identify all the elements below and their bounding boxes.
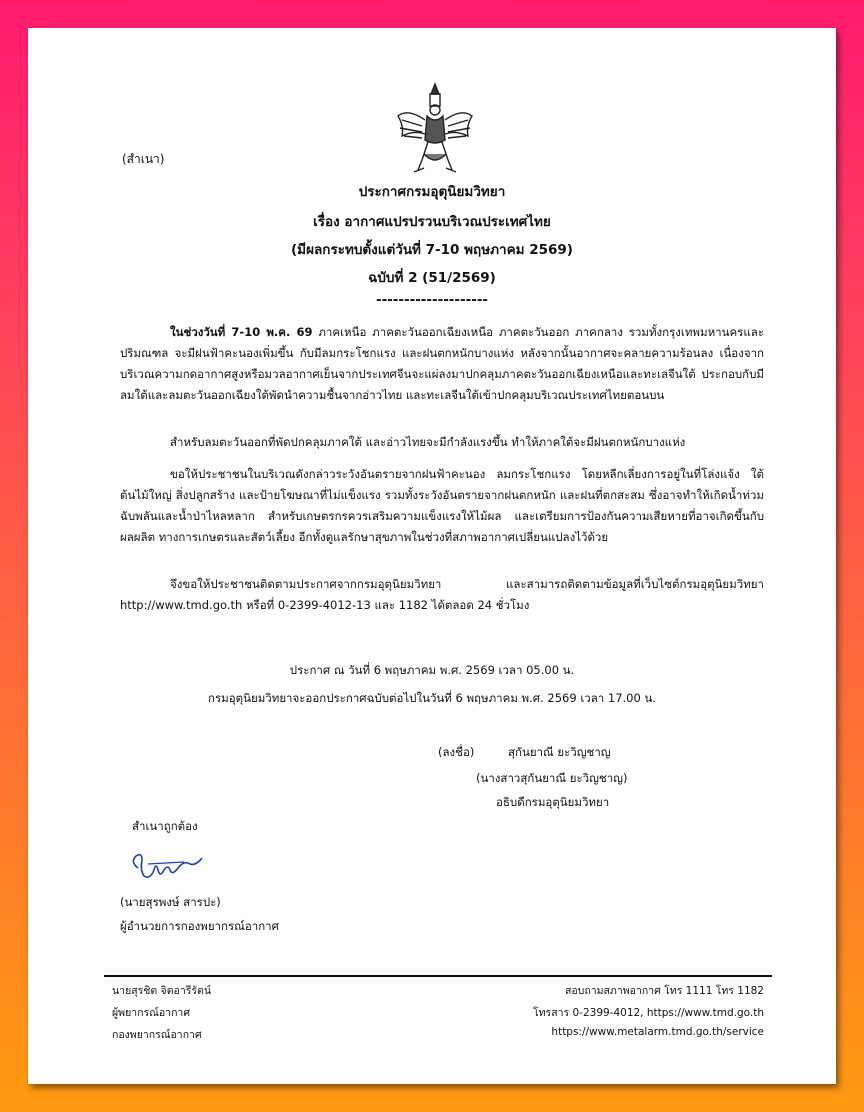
footer-forecaster-name: นายสุรชิต จิตอารีรัตน์ (112, 985, 212, 997)
footer-forecaster-division: กองพยากรณ์อากาศ (112, 1029, 202, 1041)
doc-issue-number: ฉบับที่ 2 (51/2569) (368, 270, 496, 286)
footer-divider (104, 975, 772, 977)
signer-full-name: (นางสาวสุกันยาณี ยะวิญชาญ) (476, 771, 628, 785)
paragraph-4 (120, 574, 764, 616)
garuda-emblem (394, 80, 476, 176)
paragraph-1-date: ในช่วงวันที่ 7-10 พ.ค. 69 (170, 325, 313, 339)
paragraph-3-body: ขอให้ประชาชนในบริเวณดังกล่าวระวังอันตรายจากฝนฟ้าคะนอง ลมกระโชกแรง โดยหลีกเลี่ยงการอยู่ในที่โล่งแจ้ง ใต้ต้นไม้ใหญ่ สิ่งปลูกสร้าง และป้ายโฆษณาที่ไม่แข็งแรง รวมทั้งระวังอันตรายจากฝนตกหนัก และฝนที่ตกสะสม ซึ่งอาจทำให้เกิดน้ำท่วมฉับพลันและน้ำป่าไหลหลาก สำหรับเกษตรกรควรเสริมความแข็งแรงให้ไม้ผล และเตรียมการป้องกันความเสียหายที่อาจเกิดขึ้นกับผลผลิต ทางการเกษตรและสัตว์เลี้ยง อีกทั้งดูแลรักษาสุขภาพในช่วงที่สภาพอากาศเปลี่ยนแปลงไว้ด้วย (120, 467, 764, 544)
separator: -------------------- (375, 292, 489, 308)
signer-title: อธิบดีกรมอุตุนิยมวิทยา (496, 795, 610, 809)
paragraph-1-body: ภาคเหนือ ภาคตะวันออกเฉียงเหนือ ภาคตะวันออก ภาคกลาง รวมทั้งกรุงเทพมหานครและปริมณฑล จะมีฝนฟ้าคะนองเพิ่มขึ้น กับมีลมกระโชกแรง และฝนตกหนักบางแห่ง หลังจากนั้นอากาศจะคลายความร้อนลง เนื่องจากบริเวณความกดอากาศสูงหรือมวลอากาศเย็นจากประเทศจีนจะแผ่ลงมาปกคลุมภาคตะวันออกเฉียงเหนือและทะเลจีนใต้ ประกอบกับมีลมใต้และลมตะวันออกเฉียงใต้พัดนำความชื้นจากอ่าวไทย และทะเลจีนใต้เข้าปกคลุมบริเวณประเทศไทยตอนบน (120, 325, 764, 402)
certified-copy-label: สำเนาถูกต้อง (132, 819, 198, 833)
paragraph-2-body: สำหรับลมตะวันออกที่พัดปกคลุมภาคใต้ และอ่าวไทยจะมีกำลังแรงขึ้น ทำให้ภาคใต้จะมีฝนตกหนักบางแห่ง (170, 435, 686, 449)
signed-label: (ลงชื่อ) (438, 745, 475, 759)
footer-forecaster-role: ผู้พยากรณ์อากาศ (112, 1007, 190, 1019)
footer-fax-website: โทรสาร 0-2399-4012, https://www.tmd.go.th (533, 1007, 764, 1019)
paragraph-3 (120, 464, 764, 548)
doc-subject: เรื่อง อากาศแปรปรวนบริเวณประเทศไทย (313, 214, 551, 230)
certifier-title: ผู้อำนวยการกองพยากรณ์อากาศ (120, 919, 279, 933)
doc-title: ประกาศกรมอุตุนิยมวิทยา (358, 184, 506, 200)
paragraph-2 (120, 432, 764, 453)
certifier-name: (นายสุรพงษ์ สารปะ) (120, 895, 221, 909)
paragraph-1 (120, 322, 764, 406)
paragraph-4-body: จึงขอให้ประชาชนติดตามประกาศจากกรมอุตุนิยมวิทยา และสามารถติดตามข้อมูลที่เว็บไซต์กรมอุตุนิยมวิทยา http://www.tmd.go.th หรือที่ 0-2399-4012-13 และ 1182 ได้ตลอด 24 ชั่วโมง (120, 577, 764, 612)
document-page (28, 28, 836, 1084)
announced-date: ประกาศ ณ วันที่ 6 พฤษภาคม พ.ศ. 2569 เวลา 05.00 น. (289, 663, 575, 677)
footer-service-link[interactable]: https://www.metalarm.tmd.go.th/service (551, 1026, 764, 1038)
doc-effect-date: (มีผลกระทบตั้งแต่วันที่ 7-10 พฤษภาคม 2569) (291, 242, 573, 258)
next-issue-notice: กรมอุตุนิยมวิทยาจะออกประกาศฉบับต่อไปในวันที่ 6 พฤษภาคม พ.ศ. 2569 เวลา 17.00 น. (208, 691, 656, 705)
signed-name: สุกันยาณี ยะวิญชาญ (508, 745, 611, 759)
footer-phone: สอบถามสภาพอากาศ โทร 1111 โทร 1182 (564, 985, 764, 997)
handwritten-signature (124, 840, 208, 884)
copy-label: (สำเนา) (122, 152, 165, 166)
